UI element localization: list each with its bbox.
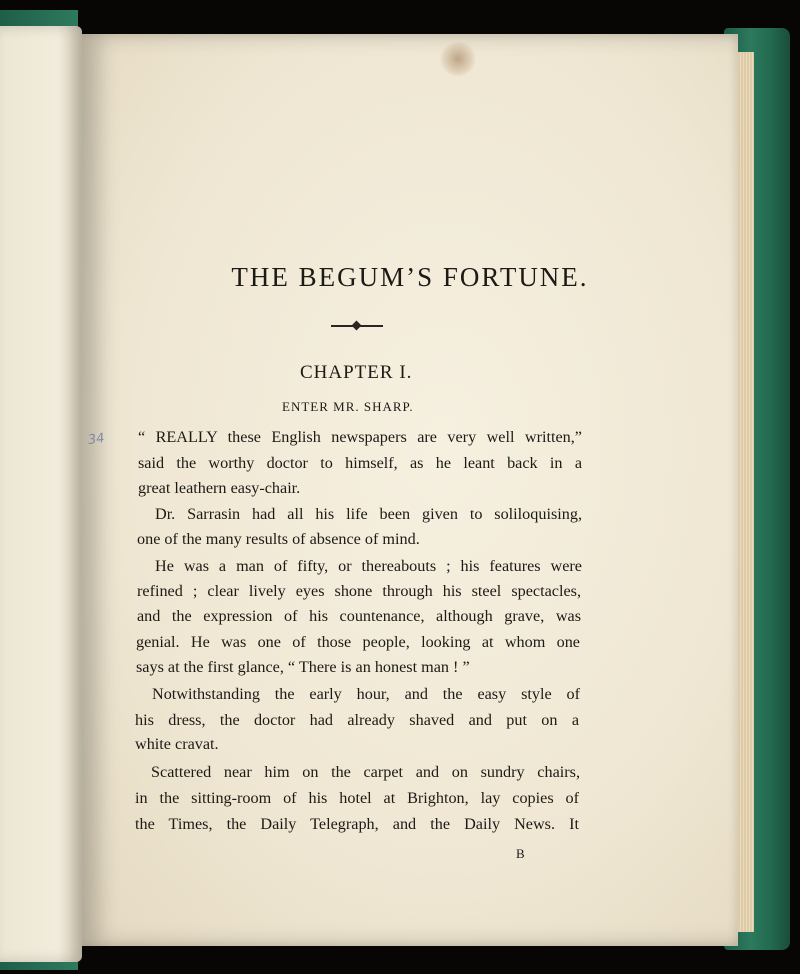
page-stain [440, 42, 476, 76]
text-line: white cravat. [135, 735, 219, 753]
chapter-title: ENTER MR. SHARP. [282, 399, 414, 414]
text-line: Scattered near him on the carpet and on sundry chairs, [151, 763, 580, 781]
text-line: one of the many results of absence of mind. [137, 530, 420, 548]
chapter-heading: CHAPTER I. [300, 362, 413, 383]
text-line: Dr. Sarrasin had all his life been given to soliloquising, [155, 505, 582, 523]
text-line: and the expression of his countenance, although grave, was [137, 607, 581, 625]
text-line: refined ; clear lively eyes shone through his steel spectacles, [137, 582, 581, 600]
text-line: “ REALLY these English newspapers are very well written,” [138, 428, 582, 446]
text-line: in the sitting-room of his hotel at Brighton, lay copies of [135, 789, 579, 807]
book-title: THE BEGUM’S FORTUNE. [231, 262, 589, 292]
text-line: great leathern easy-chair. [138, 479, 301, 497]
page-edges [736, 52, 754, 932]
text-line: the Times, the Daily Telegraph, and the Daily News. It [135, 815, 579, 833]
signature-mark: B [516, 846, 525, 861]
text-line: Notwithstanding the early hour, and the easy style of [152, 685, 580, 703]
text-line: says at the first glance, “ There is an honest man ! ” [136, 658, 470, 676]
text-line: He was a man of fifty, or thereabouts ; his features were [155, 557, 582, 575]
left-page [0, 26, 82, 962]
text-line: said the worthy doctor to himself, as he leant back in a [138, 454, 582, 472]
text-line: his dress, the doctor had already shaved and put on a [135, 711, 579, 729]
text-line: genial. He was one of those people, looking at whom one [136, 633, 580, 651]
title-ornament [331, 324, 383, 328]
margin-note: 34 [87, 430, 106, 449]
